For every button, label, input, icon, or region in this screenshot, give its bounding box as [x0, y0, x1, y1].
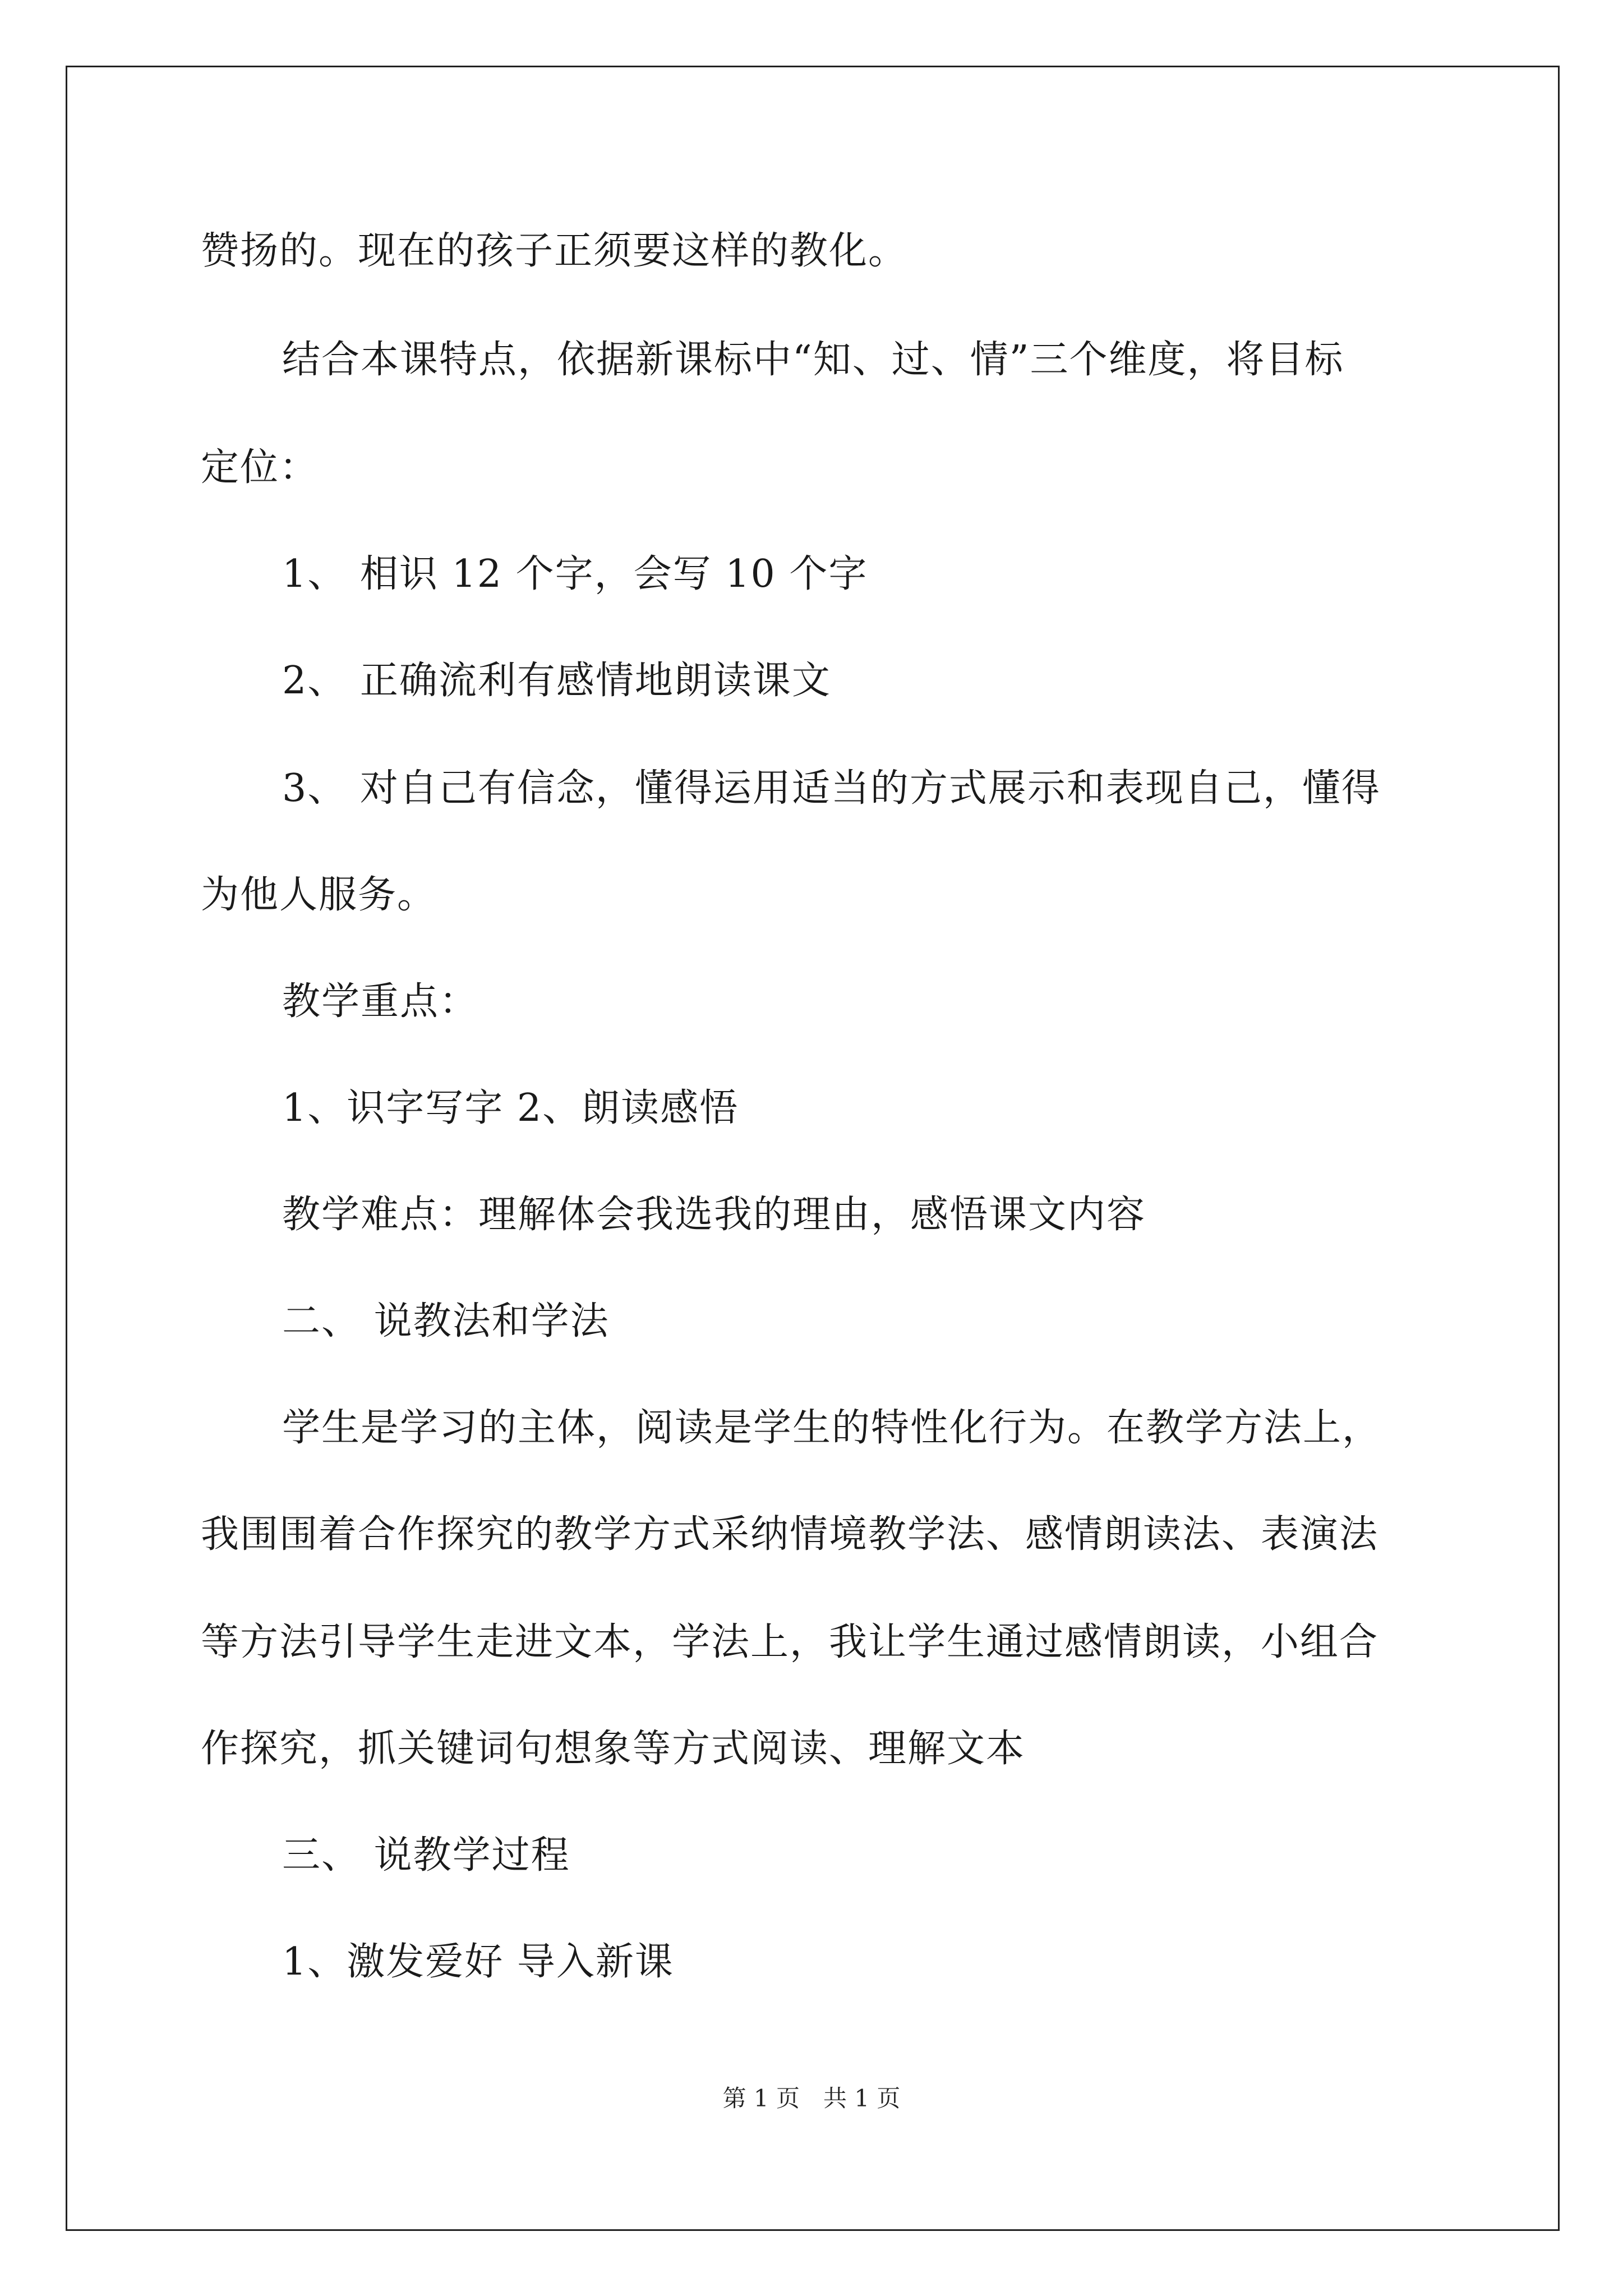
method-paragraph-line-4: 作探究，抓关键词句想象等方式阅读、理解文本	[201, 1727, 1026, 1771]
list-item-2: 2、 正确流利有感情地朗读课文	[282, 659, 831, 703]
text-line-3: 定位：	[201, 445, 319, 490]
method-paragraph-line-2: 我围围着合作探究的教学方式采纳情境教学法、感情朗读法、表演法	[201, 1512, 1379, 1557]
teaching-focus-items: 1、识字写字 2、朗读感悟	[282, 1086, 739, 1130]
page-number-footer: 第 1 页 共 1 页	[722, 2085, 901, 2112]
list-item-3: 3、 对自己有信念，懂得运用适当的方式展示和表现自己，懂得	[282, 766, 1381, 811]
teaching-focus-heading: 教学重点：	[282, 979, 479, 1024]
list-item-1: 1、 相识 12 个字，会写 10 个字	[282, 552, 868, 596]
process-step-1: 1、激发爱好 导入新课	[282, 1940, 674, 1984]
method-paragraph-line-3: 等方法引导学生走进文本，学法上，我让学生通过感情朗读，小组合	[201, 1620, 1379, 1664]
section-heading-2: 二、 说教法和学法	[282, 1299, 610, 1343]
teaching-difficulty: 教学难点：理解体会我选我的理由，感悟课文内容	[282, 1193, 1146, 1237]
page-border	[66, 66, 1560, 2231]
text-line-2: 结合本课特点，依据新课标中“知、过、情”三个维度，将目标	[282, 338, 1344, 382]
text-line-1: 赞扬的。现在的孩子正须要这样的教化。	[201, 229, 908, 273]
method-paragraph-line-1: 学生是学习的主体，阅读是学生的特性化行为。在教学方法上，	[282, 1406, 1382, 1450]
section-heading-3: 三、 说教学过程	[282, 1833, 570, 1878]
list-item-3-continued: 为他人服务。	[201, 873, 437, 917]
